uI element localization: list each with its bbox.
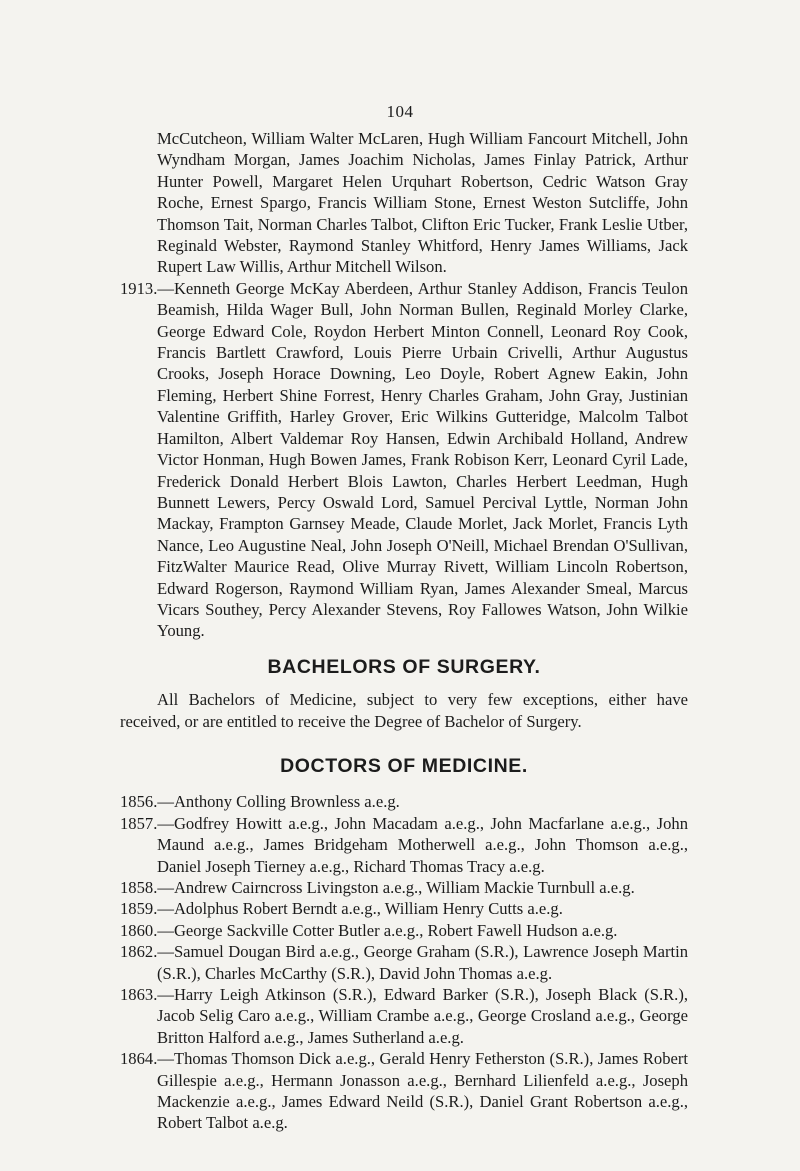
page-number: 104 — [386, 102, 414, 121]
doctors-entry-1859 — [120, 898, 688, 919]
doctor-names: —Andrew Cairncross Livingston a.e.g., William Mackie Turnbull a.e.g. — [157, 878, 635, 897]
doctors-entry-1864 — [120, 1048, 688, 1134]
doctor-names: —Anthony Colling Brownless a.e.g. — [157, 792, 400, 812]
doctors-entry-1857 — [120, 813, 688, 877]
doctors-entry-1860 — [120, 920, 688, 941]
doctor-names: —Godfrey Howitt a.e.g., John Macadam a.e.g., John Macfarlane a.e.g., John Maund a.e.g., James Bridgeham Motherwell a.e.g., John Thomson a.e.g., Daniel Joseph Tierney a.e.g., Richard Thomas Tracy a.e.g. — [157, 813, 688, 876]
doctors-entry-1858 — [120, 877, 688, 898]
section-heading-doctors-of-medicine: DOCTORS OF MEDICINE. — [280, 754, 528, 777]
year-label: 1859. — [120, 899, 158, 919]
graduates-1912-continued — [120, 128, 688, 278]
doctor-names: —Thomas Thomson Dick a.e.g., Gerald Henry Fetherston (S.R.), James Robert Gillespie a.e.g., Hermann Jonasson a.e.g., Bernhard Lilienfeld a.e.g., Joseph Mackenzie a.e.g., James Edward Neild (S.R.), Daniel Grant Robertson a.e.g., Robert Talbot a.e.g. — [157, 1049, 688, 1133]
year-label: 1856. — [120, 792, 158, 812]
year-label: 1863. — [120, 985, 158, 1005]
graduates-1913 — [120, 278, 688, 642]
doctor-names: —Adolphus Robert Berndt a.e.g., William Henry Cutts a.e.g. — [157, 899, 563, 919]
year-label: 1864. — [120, 1049, 158, 1069]
page-content — [120, 128, 688, 1134]
graduate-names: —Kenneth George McKay Aberdeen, Arthur Stanley Addison, Francis Teulon Beamish, Hilda Wager Bull, John Norman Bullen, Reginald Morley Clarke, George Edward Cole, Roydon Herbert Minton Connell, Leonard Roy Cook, Francis Bartlett Crawford, Louis Pierre Urbain Crivelli, Arthur Augustus Crooks, Joseph Horace Downing, Leo Doyle, Robert Agnew Eakin, John Fleming, Herbert Shine Forrest, Henry Charles Graham, John Gray, Justinian Valentine Griffith, Harley Grover, Eric Wilkins Gutteridge, Malcolm Talbot Hamilton, Albert Valdemar Roy Hansen, Edwin Archibald Holland, Andrew Victor Honman, Hugh Bowen James, Frank Robison Kerr, Leonard Cyril Lade, Frederick Donald Herbert Blois Lawton, Charles Herbert Leedman, Hugh Bunnett Lewers, Percy Oswald Lord, Samuel Percival Lyttle, Norman John Mackay, Frampton Garnsey Meade, Claude Morlet, Jack Morlet, Francis Lyth Nance, Leo Augustine Neal, John Joseph O'Neill, Michael Brendan O'Sullivan, FitzWalter Maurice Read, Olive Murray Rivett, William Lincoln Robertson, Edward Rogerson, Raymond William Ryan, James Alexander Smeal, Marcus Vicars Southey, Percy Alexander Stevens, Roy Fallowes Watson, John Wilkie Young. — [157, 278, 688, 641]
year-label: 1862. — [120, 942, 158, 962]
doctors-entry-1856 — [120, 791, 688, 812]
doctor-names: —George Sackville Cotter Butler a.e.g., Robert Fawell Hudson a.e.g. — [157, 920, 618, 940]
graduate-names: McCutcheon, William Walter McLaren, Hugh William Fancourt Mitchell, John Wyndham Morgan, James Joachim Nicholas, James Finlay Patrick, Arthur Hunter Powell, Margaret Helen Urquhart Robertson, Cedric Watson Gray Roche, Ernest Spargo, Francis William Stone, Ernest Weston Sutcliffe, John Thomson Tait, Norman Charles Talbot, Clifton Eric Tucker, Frank Leslie Utber, Reginald Webster, Raymond Stanley Whitford, Henry James Williams, Jack Rupert Law Willis, Arthur Mitchell Wilson. — [157, 129, 688, 277]
doctors-entry-1862 — [120, 941, 688, 984]
doctor-names: —Harry Leigh Atkinson (S.R.), Edward Barker (S.R.), Joseph Black (S.R.), Jacob Selig Caro a.e.g., William Crambe a.e.g., George Crosland a.e.g., George Britton Halford a.e.g., James Sutherland a.e.g. — [157, 985, 688, 1047]
section-heading-bachelors-of-surgery: BACHELORS OF SURGERY. — [267, 655, 541, 678]
year-label: 1858. — [120, 878, 158, 897]
doctors-entry-1863 — [120, 984, 688, 1048]
year-label: 1913. — [120, 278, 158, 298]
bachelors-of-surgery-note: All Bachelors of Medicine, subject to very few exceptions, either have received, or are entitled to receive the Degree of Bachelor of Surgery. — [120, 690, 688, 731]
doctor-names: —Samuel Dougan Bird a.e.g., George Graham (S.R.), Lawrence Joseph Martin (S.R.), Charles McCarthy (S.R.), David John Thomas a.e.g. — [157, 942, 688, 983]
year-label: 1857. — [120, 813, 158, 833]
year-label: 1860. — [120, 920, 158, 940]
